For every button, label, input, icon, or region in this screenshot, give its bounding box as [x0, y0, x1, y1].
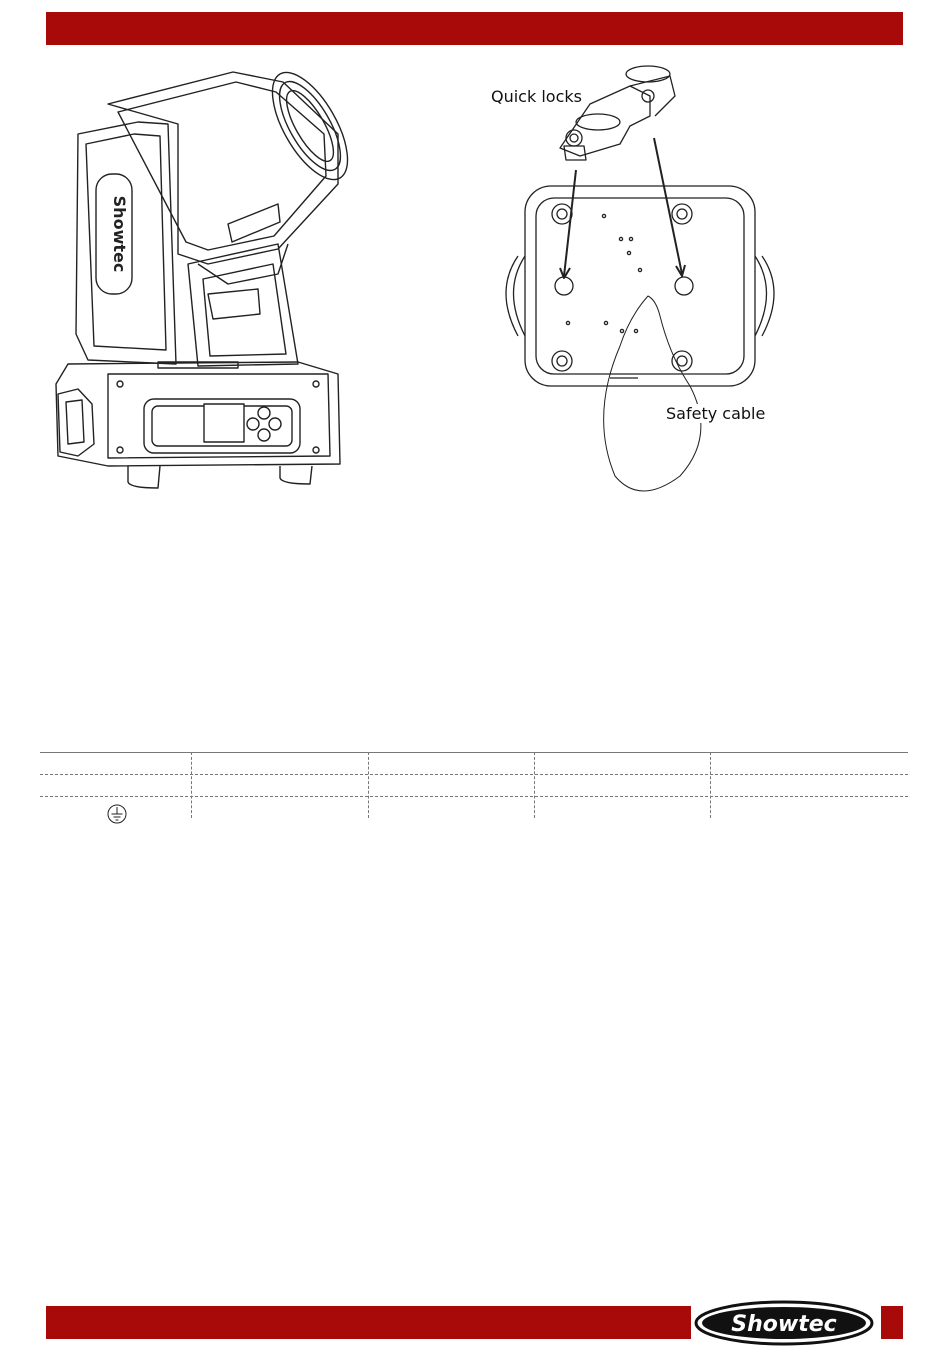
- table-rule: [40, 796, 908, 797]
- quick-locks-label: Quick locks: [491, 87, 582, 106]
- table-column-divider: [534, 752, 535, 818]
- table-column-divider: [710, 752, 711, 818]
- table-column-divider: [368, 752, 369, 818]
- wiring-table: [40, 752, 908, 818]
- svg-text:Showtec: Showtec: [110, 195, 129, 273]
- table-rule-top: [40, 752, 908, 753]
- bottom-view-diagram: [480, 56, 800, 496]
- table-rule: [40, 774, 908, 775]
- ground-icon: [107, 804, 127, 824]
- moving-head-illustration: [48, 64, 354, 496]
- footer-bar-end: [881, 1306, 903, 1339]
- svg-text:Showtec: Showtec: [731, 1312, 837, 1337]
- table-column-divider: [191, 752, 192, 818]
- header-bar: [46, 12, 903, 45]
- footer-bar: [46, 1306, 691, 1339]
- safety-cable-label: Safety cable: [666, 404, 766, 423]
- showtec-logo: [692, 1300, 878, 1346]
